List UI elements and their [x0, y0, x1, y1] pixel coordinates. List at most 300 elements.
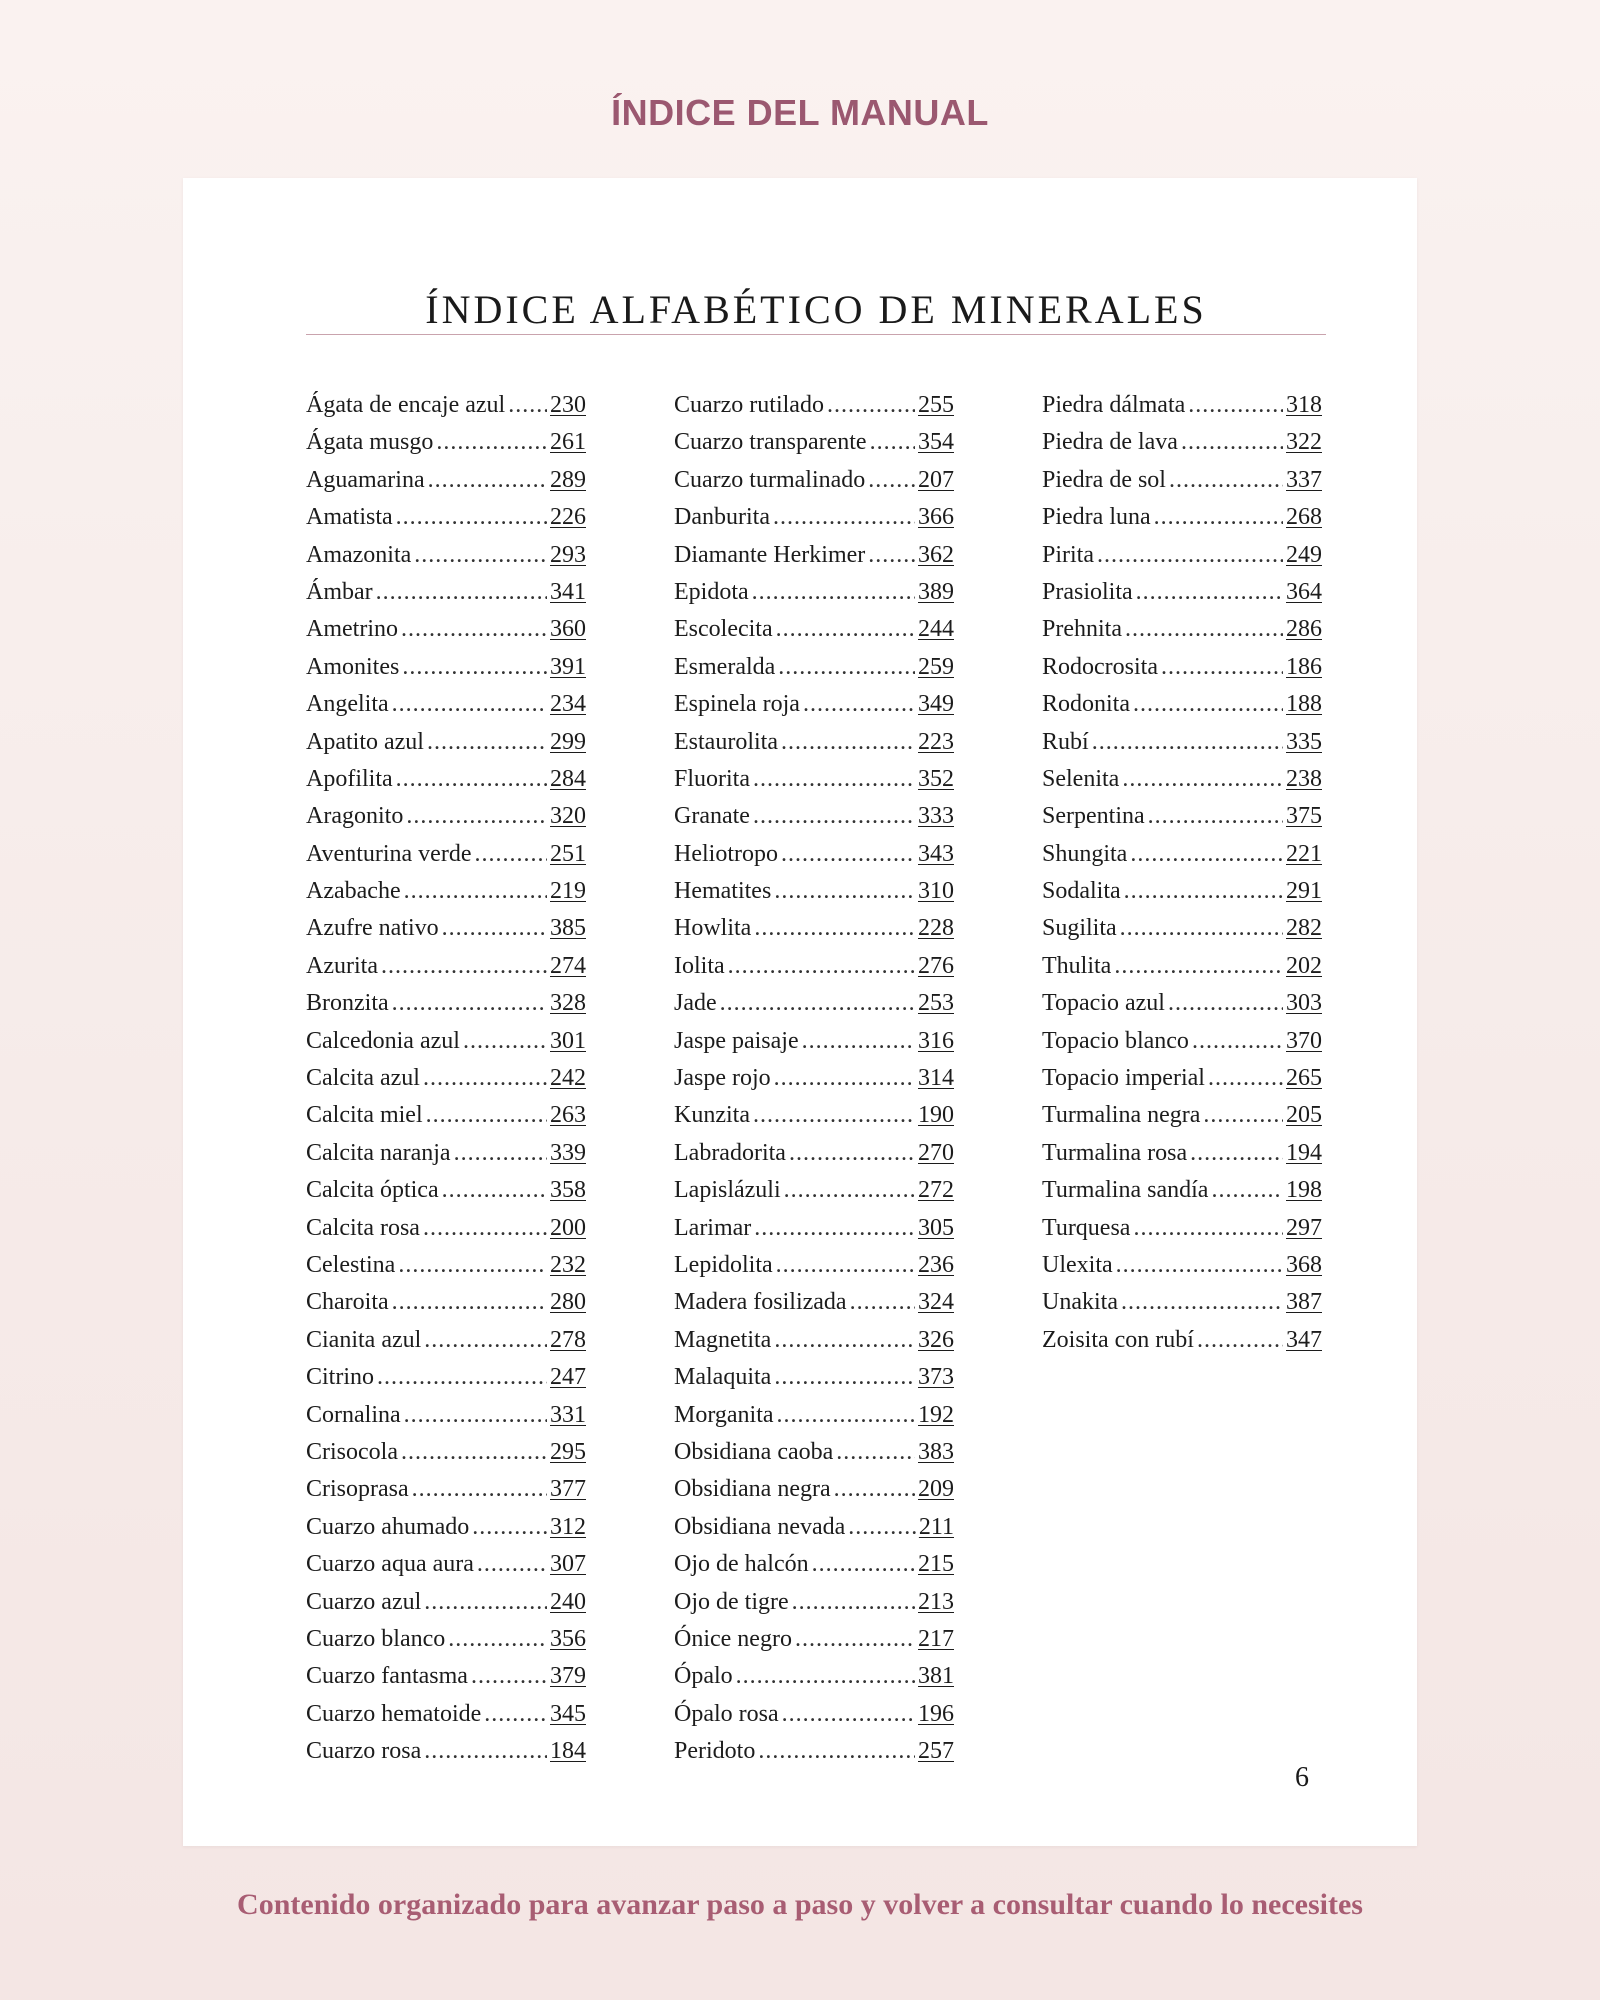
dot-leader — [753, 803, 915, 830]
entry-page-link[interactable]: 202 — [1286, 952, 1322, 979]
index-entry — [1042, 1289, 1322, 1326]
entry-name: Amatista — [306, 504, 393, 531]
dot-leader — [1116, 1252, 1283, 1279]
dot-leader — [414, 542, 547, 569]
entry-name: Kunzita — [674, 1102, 750, 1129]
entry-page-link[interactable]: 236 — [918, 1251, 954, 1278]
entry-page-link[interactable]: 184 — [550, 1738, 586, 1765]
index-entry — [306, 1514, 586, 1551]
entry-page-link[interactable]: 253 — [918, 990, 954, 1017]
dot-leader — [376, 579, 547, 606]
dot-leader — [1197, 1327, 1283, 1354]
entry-page-link[interactable]: 234 — [550, 691, 586, 718]
dot-leader — [471, 1663, 547, 1690]
entry-page-link[interactable]: 209 — [918, 1476, 954, 1503]
entry-page-link[interactable]: 261 — [550, 429, 586, 456]
index-entry — [1042, 729, 1322, 766]
entry-name: Jaspe rojo — [674, 1065, 771, 1092]
index-entry — [674, 953, 954, 990]
entry-page-link[interactable]: 240 — [550, 1588, 586, 1615]
entry-name: Espinela roja — [674, 691, 800, 718]
entry-name: Topacio azul — [1042, 990, 1165, 1017]
index-entry — [674, 1327, 954, 1364]
entry-name: Cuarzo ahumado — [306, 1513, 470, 1540]
index-entry — [1042, 1102, 1322, 1139]
index-entry — [306, 729, 586, 766]
entry-page-link[interactable]: 276 — [918, 952, 954, 979]
entry-page-link[interactable]: 360 — [550, 616, 586, 643]
entry-name: Granate — [674, 803, 750, 830]
entry-page-link[interactable]: 226 — [550, 504, 586, 531]
entry-page-link[interactable]: 270 — [918, 1139, 954, 1166]
dot-leader — [784, 1177, 915, 1204]
entry-page-link[interactable]: 263 — [550, 1102, 586, 1129]
entry-name: Epidota — [674, 578, 749, 605]
entry-page-link[interactable]: 310 — [918, 878, 954, 905]
dot-leader — [448, 1626, 547, 1653]
dot-leader — [1208, 1065, 1283, 1092]
entry-page-link[interactable]: 320 — [550, 803, 586, 830]
index-entry — [674, 1402, 954, 1439]
dot-leader — [754, 915, 915, 942]
entry-name: Obsidiana caoba — [674, 1438, 834, 1465]
dot-leader — [777, 1402, 915, 1429]
index-entry — [306, 654, 586, 691]
index-entry — [674, 392, 954, 429]
dot-leader — [1168, 990, 1283, 1017]
index-entry — [306, 1626, 586, 1663]
entry-page-link[interactable]: 194 — [1286, 1139, 1322, 1166]
dot-leader — [402, 654, 547, 681]
entry-page-link[interactable]: 375 — [1286, 803, 1322, 830]
index-entry — [1042, 915, 1322, 952]
entry-page-link[interactable]: 301 — [550, 1027, 586, 1054]
entry-page-link[interactable]: 274 — [550, 952, 586, 979]
entry-name: Apatito azul — [306, 728, 424, 755]
entry-page-link[interactable]: 272 — [918, 1177, 954, 1204]
dot-leader — [1203, 1102, 1283, 1129]
dot-leader — [428, 467, 547, 494]
entry-name: Calcita óptica — [306, 1177, 439, 1204]
entry-page-link[interactable]: 318 — [1286, 392, 1322, 418]
dot-leader — [1136, 579, 1283, 606]
entry-page-link[interactable]: 259 — [918, 653, 954, 680]
index-entry — [674, 1514, 954, 1551]
dot-leader — [454, 1140, 547, 1167]
entry-name: Aguamarina — [306, 466, 425, 493]
entry-name: Calcita naranja — [306, 1139, 451, 1166]
dot-leader — [803, 691, 915, 718]
dot-leader — [1097, 542, 1283, 569]
entry-name: Lepidolita — [674, 1251, 773, 1278]
entry-page-link[interactable]: 190 — [918, 1102, 954, 1129]
entry-page-link[interactable]: 349 — [918, 691, 954, 718]
entry-page-link[interactable]: 316 — [918, 1027, 954, 1054]
index-entry — [674, 1364, 954, 1401]
index-entry — [674, 654, 954, 691]
entry-page-link[interactable]: 223 — [918, 728, 954, 755]
entry-name: Topacio imperial — [1042, 1065, 1205, 1092]
entry-name: Morganita — [674, 1401, 774, 1428]
entry-page-link[interactable]: 354 — [918, 429, 954, 456]
index-entry — [306, 1589, 586, 1626]
entry-name: Obsidiana nevada — [674, 1513, 846, 1540]
index-entry — [1042, 1028, 1322, 1065]
index-entry — [306, 1065, 586, 1102]
entry-page-link[interactable]: 207 — [918, 466, 954, 493]
index-entry — [306, 1439, 586, 1476]
entry-page-link[interactable]: 257 — [918, 1738, 954, 1765]
index-entry — [306, 841, 586, 878]
entry-page-link[interactable]: 364 — [1286, 578, 1322, 605]
entry-page-link[interactable]: 368 — [1286, 1251, 1322, 1278]
entry-name: Calcita azul — [306, 1065, 420, 1092]
index-entry — [306, 392, 586, 429]
entry-page-link[interactable]: 381 — [918, 1663, 954, 1690]
entry-name: Cornalina — [306, 1401, 401, 1428]
entry-name: Ojo de tigre — [674, 1588, 789, 1615]
index-entry — [306, 878, 586, 915]
entry-page-link[interactable]: 333 — [918, 803, 954, 830]
entry-name: Cuarzo azul — [306, 1588, 422, 1615]
index-entry — [1042, 1065, 1322, 1102]
entry-page-link[interactable]: 278 — [550, 1326, 586, 1353]
index-entry — [1042, 691, 1322, 728]
entry-name: Cuarzo blanco — [306, 1625, 446, 1652]
entry-page-link[interactable]: 242 — [550, 1065, 586, 1092]
entry-page-link[interactable]: 341 — [550, 578, 586, 605]
index-entry — [1042, 878, 1322, 915]
entry-page-link[interactable]: 289 — [550, 466, 586, 493]
entry-name: Thulita — [1042, 952, 1112, 979]
entry-name: Ojo de halcón — [674, 1551, 809, 1578]
dot-leader — [736, 1663, 915, 1690]
entry-page-link[interactable]: 228 — [918, 915, 954, 942]
dot-leader — [401, 616, 547, 643]
dot-leader — [792, 1589, 915, 1616]
entry-name: Sodalita — [1042, 878, 1121, 905]
dot-leader — [782, 1701, 915, 1728]
entry-page-link[interactable]: 331 — [550, 1401, 586, 1428]
header-title: ÍNDICE DEL MANUAL — [611, 92, 989, 133]
entry-page-link[interactable]: 337 — [1286, 466, 1322, 493]
entry-name: Azufre nativo — [306, 915, 439, 942]
index-entry — [306, 1364, 586, 1401]
index-entry — [674, 1476, 954, 1513]
entry-name: Serpentina — [1042, 803, 1145, 830]
entry-page-link[interactable]: 265 — [1286, 1065, 1322, 1092]
dot-leader — [752, 579, 915, 606]
entry-name: Topacio blanco — [1042, 1027, 1189, 1054]
entry-name: Ópalo — [674, 1663, 733, 1690]
dot-leader — [774, 1364, 915, 1391]
dot-leader — [436, 429, 547, 456]
dot-leader — [774, 878, 915, 905]
index-entry — [674, 1177, 954, 1214]
entry-page-link[interactable]: 322 — [1286, 429, 1322, 456]
entry-page-link[interactable]: 196 — [918, 1700, 954, 1727]
dot-leader — [836, 1439, 915, 1466]
entry-page-link[interactable]: 389 — [918, 578, 954, 605]
entry-page-link[interactable]: 282 — [1286, 915, 1322, 942]
entry-page-link[interactable]: 255 — [918, 392, 954, 418]
entry-page-link[interactable]: 362 — [918, 541, 954, 568]
dot-leader — [1124, 878, 1283, 905]
index-entry — [674, 467, 954, 504]
entry-page-link[interactable]: 192 — [918, 1401, 954, 1428]
dot-leader — [423, 1215, 547, 1242]
entry-page-link[interactable]: 244 — [918, 616, 954, 643]
dot-leader — [868, 542, 915, 569]
index-entry — [1042, 803, 1322, 840]
entry-page-link[interactable]: 379 — [550, 1663, 586, 1690]
entry-name: Peridoto — [674, 1738, 756, 1765]
index-entry — [674, 1065, 954, 1102]
entry-page-link[interactable]: 188 — [1286, 691, 1322, 718]
index-entry — [306, 803, 586, 840]
index-entry — [674, 1289, 954, 1326]
entry-name: Hematites — [674, 878, 772, 905]
entry-name: Escolecita — [674, 616, 773, 643]
dot-leader — [442, 1177, 547, 1204]
entry-page-link[interactable]: 219 — [550, 878, 586, 905]
dot-leader — [398, 1252, 547, 1279]
entry-name: Azabache — [306, 878, 401, 905]
entry-page-link[interactable]: 343 — [918, 840, 954, 867]
dot-leader — [774, 1327, 915, 1354]
entry-page-link[interactable]: 297 — [1286, 1214, 1322, 1241]
index-entry — [674, 766, 954, 803]
dot-leader — [1169, 467, 1283, 494]
dot-leader — [1181, 429, 1283, 456]
entry-name: Cuarzo rosa — [306, 1738, 422, 1765]
entry-page-link[interactable]: 387 — [1286, 1289, 1322, 1316]
entry-name: Diamante Herkimer — [674, 541, 866, 568]
dot-leader — [472, 1514, 547, 1541]
index-entry — [306, 1028, 586, 1065]
entry-page-link[interactable]: 324 — [918, 1289, 954, 1316]
entry-name: Malaquita — [674, 1364, 772, 1391]
dot-leader — [381, 953, 547, 980]
entry-page-link[interactable]: 213 — [918, 1588, 954, 1615]
index-entry — [674, 1626, 954, 1663]
index-entry — [674, 803, 954, 840]
entry-name: Azurita — [306, 952, 378, 979]
entry-name: Labradorita — [674, 1139, 786, 1166]
dot-leader — [1133, 691, 1283, 718]
entry-page-link[interactable]: 211 — [918, 1513, 954, 1540]
entry-page-link[interactable]: 312 — [550, 1513, 586, 1540]
entry-name: Turmalina sandía — [1042, 1177, 1209, 1204]
entry-name: Prasiolita — [1042, 578, 1133, 605]
dot-leader — [427, 729, 547, 756]
index-entry — [1042, 1215, 1322, 1252]
index-entry — [1042, 841, 1322, 878]
index-entry — [306, 766, 586, 803]
entry-page-link[interactable]: 385 — [550, 915, 586, 942]
entry-name: Iolita — [674, 952, 725, 979]
entry-name: Magnetita — [674, 1326, 772, 1353]
dot-leader — [728, 953, 915, 980]
entry-page-link[interactable]: 284 — [550, 765, 586, 792]
entry-page-link[interactable]: 366 — [918, 504, 954, 531]
entry-page-link[interactable]: 373 — [918, 1364, 954, 1391]
document-page — [183, 178, 1417, 1846]
entry-page-link[interactable]: 215 — [918, 1551, 954, 1578]
entry-name: Cuarzo transparente — [674, 429, 867, 456]
entry-page-link[interactable]: 230 — [550, 392, 586, 418]
entry-page-link[interactable]: 247 — [550, 1364, 586, 1391]
entry-page-link[interactable]: 335 — [1286, 728, 1322, 755]
entry-page-link[interactable]: 347 — [1286, 1326, 1322, 1353]
dot-leader — [753, 1102, 915, 1129]
entry-page-link[interactable]: 291 — [1286, 878, 1322, 905]
dot-leader — [1121, 1289, 1283, 1316]
index-entry — [1042, 1327, 1322, 1364]
dot-leader — [802, 1028, 915, 1055]
entry-page-link[interactable]: 232 — [550, 1251, 586, 1278]
entry-page-link[interactable]: 339 — [550, 1139, 586, 1166]
dot-leader — [795, 1626, 915, 1653]
index-entry — [306, 467, 586, 504]
entry-name: Fluorita — [674, 765, 750, 792]
entry-page-link[interactable]: 314 — [918, 1065, 954, 1092]
index-entry — [674, 1663, 954, 1700]
dot-leader — [812, 1551, 915, 1578]
entry-page-link[interactable]: 358 — [550, 1177, 586, 1204]
index-entry — [306, 1102, 586, 1139]
index-entry — [674, 1551, 954, 1588]
entry-page-link[interactable]: 328 — [550, 990, 586, 1017]
entry-page-link[interactable]: 326 — [918, 1326, 954, 1353]
entry-page-link[interactable]: 268 — [1286, 504, 1322, 531]
index-entry — [674, 1028, 954, 1065]
index-entry — [306, 542, 586, 579]
dot-leader — [774, 1065, 915, 1092]
dot-leader — [850, 1289, 915, 1316]
entry-name: Bronzita — [306, 990, 389, 1017]
entry-name: Piedra luna — [1042, 504, 1151, 531]
entry-page-link[interactable]: 286 — [1286, 616, 1322, 643]
entry-page-link[interactable]: 249 — [1286, 541, 1322, 568]
entry-name: Calcita miel — [306, 1102, 423, 1129]
entry-name: Cianita azul — [306, 1326, 422, 1353]
index-entry — [1042, 392, 1322, 429]
dot-leader — [1122, 766, 1283, 793]
entry-name: Piedra dálmata — [1042, 392, 1186, 418]
index-entry — [674, 1215, 954, 1252]
footer-tagline: Contenido organizado para avanzar paso a paso y volver a consultar cuando lo necesites — [237, 1888, 1363, 1921]
index-entry — [674, 579, 954, 616]
entry-name: Ágata musgo — [306, 429, 434, 456]
index-entry — [306, 579, 586, 616]
entry-page-link[interactable]: 345 — [550, 1700, 586, 1727]
dot-leader — [508, 392, 547, 419]
dot-leader — [396, 504, 547, 531]
index-entry — [306, 1738, 586, 1775]
entry-page-link[interactable]: 352 — [918, 765, 954, 792]
entry-name: Selenita — [1042, 765, 1120, 792]
title-divider — [306, 334, 1326, 335]
entry-page-link[interactable]: 205 — [1286, 1102, 1322, 1129]
dot-leader — [392, 1289, 547, 1316]
index-entry — [674, 729, 954, 766]
index-entry — [1042, 766, 1322, 803]
entry-page-link[interactable]: 280 — [550, 1289, 586, 1316]
entry-name: Turquesa — [1042, 1214, 1131, 1241]
entry-page-link[interactable]: 238 — [1286, 765, 1322, 792]
entry-name: Prehnita — [1042, 616, 1122, 643]
index-entry — [306, 1177, 586, 1214]
entry-page-link[interactable]: 217 — [918, 1625, 954, 1652]
entry-name: Turmalina negra — [1042, 1102, 1201, 1129]
entry-name: Larimar — [674, 1214, 752, 1241]
index-entry — [306, 1476, 586, 1513]
dot-leader — [870, 429, 915, 456]
index-column-3 — [1042, 392, 1322, 1364]
entry-name: Jade — [674, 990, 717, 1017]
dot-leader — [1114, 953, 1283, 980]
index-entry — [306, 915, 586, 952]
dot-leader — [463, 1028, 547, 1055]
entry-name: Ametrino — [306, 616, 398, 643]
dot-leader — [789, 1140, 915, 1167]
dot-leader — [827, 392, 915, 419]
entry-page-link[interactable]: 295 — [550, 1438, 586, 1465]
dot-leader — [834, 1476, 915, 1503]
dot-leader — [781, 729, 915, 756]
index-entry — [306, 504, 586, 541]
entry-name: Calcita rosa — [306, 1214, 420, 1241]
index-entry — [674, 1439, 954, 1476]
dot-leader — [396, 766, 547, 793]
index-entry — [306, 1252, 586, 1289]
entry-page-link[interactable]: 299 — [550, 728, 586, 755]
entry-page-link[interactable]: 198 — [1286, 1177, 1322, 1204]
entry-page-link[interactable]: 200 — [550, 1214, 586, 1241]
entry-name: Cuarzo aqua aura — [306, 1551, 474, 1578]
entry-name: Angelita — [306, 691, 389, 718]
entry-page-link[interactable]: 356 — [550, 1625, 586, 1652]
entry-page-link[interactable]: 303 — [1286, 990, 1322, 1017]
entry-name: Danburita — [674, 504, 770, 531]
entry-page-link[interactable]: 293 — [550, 541, 586, 568]
entry-name: Crisocola — [306, 1438, 398, 1465]
entry-page-link[interactable]: 221 — [1286, 840, 1322, 867]
index-entry — [674, 542, 954, 579]
index-entry — [674, 429, 954, 466]
entry-name: Jaspe paisaje — [674, 1027, 799, 1054]
index-entry — [306, 1551, 586, 1588]
entry-name: Piedra de sol — [1042, 466, 1166, 493]
entry-name: Howlita — [674, 915, 752, 942]
entry-name: Ónice negro — [674, 1625, 792, 1652]
entry-name: Turmalina rosa — [1042, 1139, 1188, 1166]
dot-leader — [753, 766, 915, 793]
dot-leader — [404, 878, 547, 905]
entry-page-link[interactable]: 305 — [918, 1214, 954, 1241]
entry-page-link[interactable]: 186 — [1286, 653, 1322, 680]
entry-name: Unakita — [1042, 1289, 1118, 1316]
entry-page-link[interactable]: 307 — [550, 1551, 586, 1578]
entry-page-link[interactable]: 251 — [550, 840, 586, 867]
entry-page-link[interactable]: 383 — [918, 1438, 954, 1465]
dot-leader — [868, 467, 915, 494]
index-entry — [674, 915, 954, 952]
entry-page-link[interactable]: 370 — [1286, 1027, 1322, 1054]
entry-page-link[interactable]: 377 — [550, 1476, 586, 1503]
entry-page-link[interactable]: 391 — [550, 653, 586, 680]
